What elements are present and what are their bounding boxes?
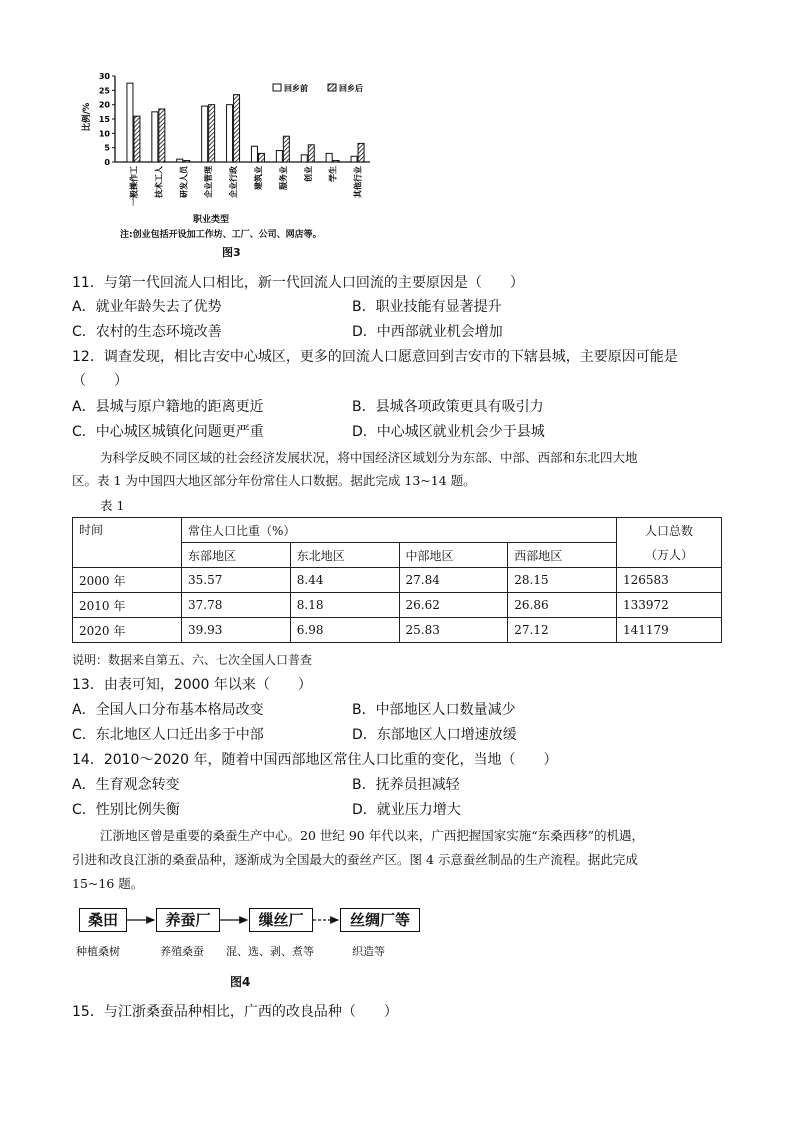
flow-label-processing: 混、选、剥、煮等 xyxy=(226,945,314,958)
bar-before-return xyxy=(177,159,183,162)
x-category-label: 企业行政 xyxy=(229,166,239,198)
table-row xyxy=(73,568,722,593)
x-category-label: 其他行业 xyxy=(353,166,363,198)
bar-before-return xyxy=(127,83,133,162)
bar-after-return xyxy=(308,145,314,162)
bar-after-return xyxy=(134,116,140,162)
table-cell: 26.86 xyxy=(508,593,617,618)
table-header-total-label: 人口总数 xyxy=(644,523,693,538)
x-category-label: 学生 xyxy=(328,166,338,182)
legend-label-before: 回乡前 xyxy=(284,84,308,93)
y-tick-label: 0 xyxy=(104,158,110,167)
q14-option-c[interactable]: C．性别比例失衡 xyxy=(72,802,180,818)
question-13-stem: 13．由表可知，2000 年以来（ ） xyxy=(72,677,312,693)
bar-before-return xyxy=(326,153,332,162)
question-12-stem: 12．调查发现，相比吉安中心城区，更多的回流人口愿意回到吉安市的下辖县城，主要原因可能是 xyxy=(72,349,678,365)
table-cell-total: 126583 xyxy=(617,568,722,593)
q14-option-b[interactable]: B．抚养员担减轻 xyxy=(352,777,460,793)
table-header-total xyxy=(617,518,722,568)
table-header-region: 东部地区 xyxy=(182,543,291,568)
x-category-label: 服务业 xyxy=(278,166,288,190)
q13-option-a[interactable]: A．全国人口分布基本格局改变 xyxy=(72,702,264,718)
q14-option-a[interactable]: A．生育观念转变 xyxy=(72,777,180,793)
y-tick-label: 15 xyxy=(98,115,110,124)
table-cell: 27.84 xyxy=(399,568,508,593)
y-tick-label: 25 xyxy=(98,86,110,96)
table-row xyxy=(73,618,722,643)
table-cell-year: 2010 年 xyxy=(73,593,182,618)
table-cell: 6.98 xyxy=(290,618,399,643)
table-header-share: 常住人口比重（%） xyxy=(182,518,617,543)
bar-after-return xyxy=(283,136,289,162)
table-header-total-unit: （万人） xyxy=(644,547,693,562)
bar-before-return xyxy=(351,156,357,162)
bar-after-return xyxy=(258,153,264,162)
table-cell-year: 2000 年 xyxy=(73,568,182,593)
q12-option-a[interactable]: A．县城与原户籍地的距离更近 xyxy=(72,399,264,415)
table-header-time: 时间 xyxy=(73,518,182,568)
table-header-region: 中部地区 xyxy=(399,543,508,568)
bar-before-return xyxy=(227,105,233,162)
chart-note: 注:创业包括开设加工作坊、工厂、公司、网店等。 xyxy=(120,230,322,240)
q12-option-c[interactable]: C．中心城区城镇化问题更严重 xyxy=(72,424,264,440)
bar-before-return xyxy=(202,106,208,162)
bar-after-return xyxy=(209,105,215,162)
table-row xyxy=(73,593,722,618)
bar-after-return xyxy=(184,161,190,162)
x-category-label: 一般操作工 xyxy=(129,166,139,206)
legend-label-after: 回乡后 xyxy=(339,84,363,93)
bar-after-return xyxy=(333,161,339,162)
intro-13-14-line-1: 为科学反映不同区域的社会经济发展状况，将中国经济区域划分为东部、中部、西部和东北四大地 xyxy=(100,450,638,465)
x-category-label: 企业管理 xyxy=(204,166,214,198)
chart-legend xyxy=(273,83,363,93)
table-cell-total: 133972 xyxy=(617,593,722,618)
bar-after-return xyxy=(234,95,240,162)
flow-box-silkworm-farm: 养蚕厂 xyxy=(156,908,220,932)
table-cell: 37.78 xyxy=(182,593,291,618)
table-note: 说明：数据来自第五、六、七次全国人口普查 xyxy=(72,653,313,667)
y-tick-label: 5 xyxy=(104,143,110,153)
y-tick-label: 30 xyxy=(98,72,110,81)
q13-option-b[interactable]: B．中部地区人口数量减少 xyxy=(352,702,516,718)
bar-after-return xyxy=(358,143,364,162)
y-tick-label: 20 xyxy=(98,100,110,110)
chart-x-axis-title: 职业类型 xyxy=(193,215,230,225)
table-cell: 25.83 xyxy=(399,618,508,643)
y-axis-label: 比例/% xyxy=(82,102,92,132)
table-cell-total: 141179 xyxy=(617,618,722,643)
question-11-stem: 11．与第一代回流人口相比，新一代回流人口回流的主要原因是（ ） xyxy=(72,275,524,291)
intro-13-14-line-2: 区。表 1 为中国四大地区部分年份常住人口数据。据此完成 13~14 题。 xyxy=(72,473,476,488)
table-header-region: 西部地区 xyxy=(508,543,617,568)
bar-after-return xyxy=(159,109,165,162)
q11-option-b[interactable]: B．职业技能有显著提升 xyxy=(352,299,502,315)
table-cell: 8.44 xyxy=(290,568,399,593)
table-cell: 35.57 xyxy=(182,568,291,593)
flow-box-reeling-mill: 缫丝厂 xyxy=(249,908,313,932)
table-header-region: 东北地区 xyxy=(290,543,399,568)
q14-option-d[interactable]: D．就业压力增大 xyxy=(352,802,461,818)
q11-option-d[interactable]: D．中西部就业机会增加 xyxy=(352,324,503,340)
table-cell: 26.62 xyxy=(399,593,508,618)
question-14-stem: 14．2010～2020 年，随着中国西部地区常住人口比重的变化，当地（ ） xyxy=(72,752,558,768)
flow-box-mulberry-field: 桑田 xyxy=(79,908,127,932)
bar-before-return xyxy=(152,112,158,162)
q11-option-a[interactable]: A．就业年龄失去了优势 xyxy=(72,299,222,315)
figure-caption-4: 图4 xyxy=(230,975,251,989)
intro-15-16-line-1: 江浙地区曾是重要的桑蚕生产中心。20 世纪 90 年代以来，广西把握国家实施“东桑西移”的机遇， xyxy=(100,828,645,843)
table-cell: 39.93 xyxy=(182,618,291,643)
figure-caption-3: 图3 xyxy=(222,246,241,259)
y-tick-label: 10 xyxy=(98,129,110,139)
bar-before-return xyxy=(251,146,257,162)
q12-option-b[interactable]: B．县城各项政策更具有吸引力 xyxy=(352,399,544,415)
question-15-stem: 15．与江浙桑蚕品种相比，广西的改良品种（ ） xyxy=(72,1004,398,1020)
question-12-paren: （ ） xyxy=(72,373,128,389)
bar-before-return xyxy=(276,151,282,162)
flow-label-planting: 种植桑树 xyxy=(76,945,120,958)
x-category-label: 创业 xyxy=(303,166,313,182)
intro-15-16-line-2: 引进和改良江浙的桑蚕品种，逐渐成为全国最大的蚕丝产区。图 4 示意蚕丝制品的生产流程。据此完成 xyxy=(72,852,638,867)
q12-option-d[interactable]: D．中心城区就业机会少于县城 xyxy=(352,424,545,440)
flow-label-weaving: 织造等 xyxy=(352,945,385,958)
bar-before-return xyxy=(301,155,307,162)
table-cell: 8.18 xyxy=(290,593,399,618)
table-cell-year: 2020 年 xyxy=(73,618,182,643)
flow-label-raising: 养殖桑蚕 xyxy=(160,945,204,958)
q11-option-c[interactable]: C．农村的生态环境改善 xyxy=(72,324,222,340)
intro-15-16-line-3: 15~16 题。 xyxy=(72,876,144,891)
flow-box-silk-factory: 丝绸厂等 xyxy=(340,908,420,932)
x-category-label: 建筑业 xyxy=(253,166,263,190)
population-table xyxy=(72,517,722,643)
bar-chart-fig3 xyxy=(80,62,380,242)
q13-option-d[interactable]: D．东部地区人口增速放缓 xyxy=(352,727,517,743)
x-category-label: 研发人员 xyxy=(179,166,189,198)
table-cell: 27.12 xyxy=(508,618,617,643)
x-category-label: 技术工人 xyxy=(154,166,164,198)
table-cell: 28.15 xyxy=(508,568,617,593)
table-caption: 表 1 xyxy=(100,498,125,513)
q13-option-c[interactable]: C．东北地区人口迁出多于中部 xyxy=(72,727,264,743)
